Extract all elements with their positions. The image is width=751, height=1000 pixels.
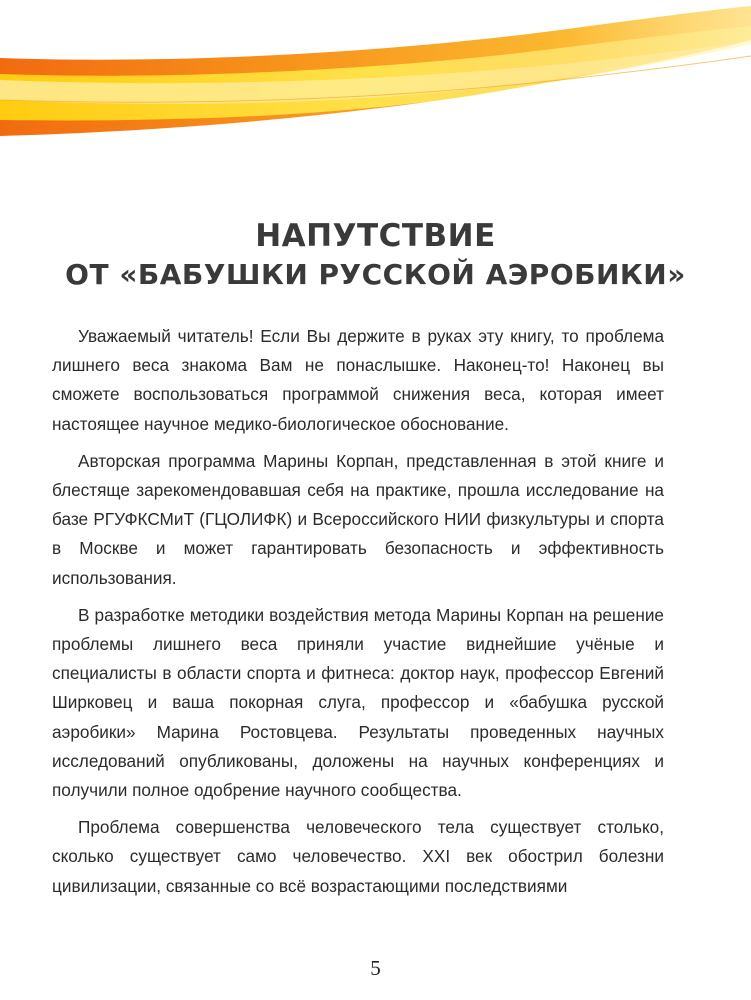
- paragraph: Авторская программа Марины Корпан, представленная в этой книге и блестяще зарекомендовавшая себя на практике, прошла исследование на базе РГУФКСМиТ (ГЦОЛИФК) и Всероссийского НИИ физкультуры и спорта в Москве и может гарантировать безопасность и эффективность использования.: [52, 450, 664, 588]
- paragraph: В разработке методики воздействия метода Марины Корпан на решение проблемы лишнего веса приняли участие виднейшие учёные и специалисты в области спорта и фитнеса: доктор наук, профессор Евгений Ширковец и ваша покорная слуга, профессор и «бабушка русской аэробики» Марина Ростовцева. Результаты проведенных научных исследований опубликованы, доложены на научных конференциях и получили полное одобрение научного сообщества.: [52, 604, 664, 801]
- page-number: 5: [370, 956, 381, 980]
- heading-line-2: ОТ «БАБУШКИ РУССКОЙ АЭРОБИКИ»: [65, 258, 686, 291]
- paragraph: Проблема совершенства человеческого тела существует столько, сколько существует само человечество. XXI век обострил болезни цивилизации, связанные со всё возрастающими последствиями: [52, 817, 664, 896]
- body-text: [52, 322, 664, 909]
- paragraph: Уважаемый читатель! Если Вы держите в руках эту книгу, то проблема лишнего веса знакома Вам не понаслышке. Наконец-то! Наконец вы сможете воспользоваться программой снижения веса, которая имеет настоящее научное медико-биологическое обоснование.: [52, 326, 664, 434]
- decorative-banner: [0, 0, 751, 150]
- heading-line-1: НАПУТСТВИЕ: [255, 218, 496, 254]
